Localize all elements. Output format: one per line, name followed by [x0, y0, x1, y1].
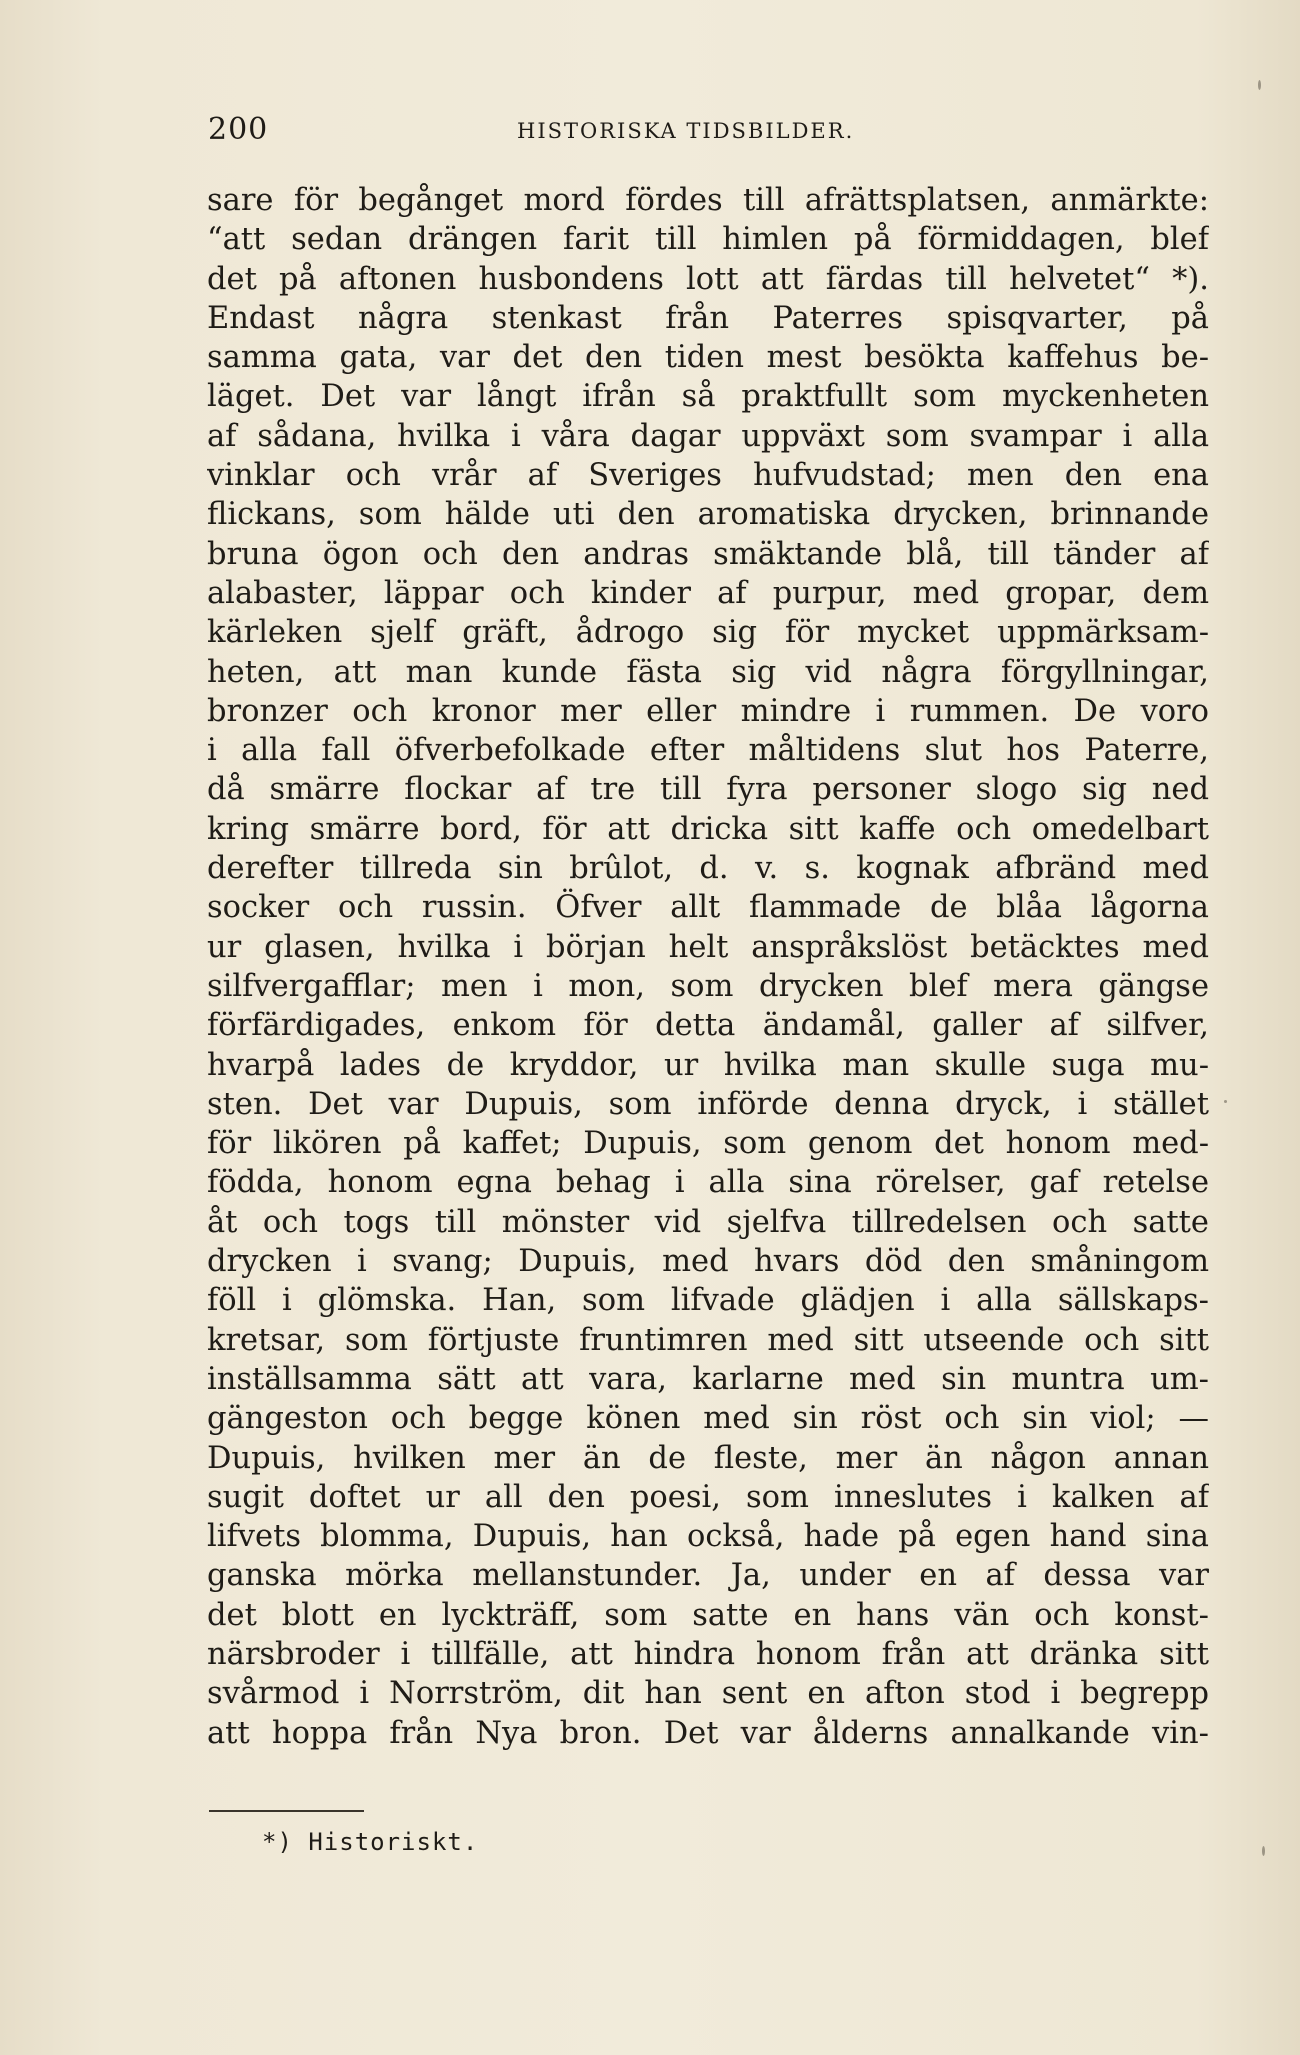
paper-speck: [1258, 80, 1261, 90]
text-line: läget. Det var långt ifrån så praktfullt som myckenheten: [207, 379, 1209, 415]
text-line: socker och russin. Öfver allt flammade de blåa lågorna: [207, 890, 1209, 926]
text-line: “att sedan drängen farit till himlen på förmiddagen, blef: [207, 222, 1209, 258]
text-line: inställsamma sätt att vara, karlarne med sin muntra um-: [207, 1361, 1209, 1397]
text-line: att hoppa från Nya bron. Det var ålderns annalkande vin-: [207, 1715, 1209, 1751]
text-line: svårmod i Norrström, dit han sent en afton stod i begrepp: [207, 1676, 1209, 1712]
text-line: för likören på kaffet; Dupuis, som genom det honom med-: [207, 1126, 1209, 1162]
text-line: samma gata, var det den tiden mest besökta kaffehus be-: [207, 340, 1209, 376]
running-title: HISTORISKA TIDSBILDER.: [517, 119, 855, 143]
text-line: af sådana, hvilka i våra dagar uppväxt som svampar i alla: [207, 418, 1209, 454]
text-line: sare för begånget mord fördes till afrättsplatsen, anmärkte:: [207, 183, 1209, 218]
text-line: förfärdigades, enkom för detta ändamål, galler af silfver,: [207, 1008, 1209, 1044]
text-line: bruna ögon och den andras smäktande blå, till tänder af: [207, 536, 1209, 572]
text-line: det på aftonen husbondens lott att färdas till helvetet“ *).: [207, 261, 1209, 297]
paper-speck: [1224, 1100, 1227, 1103]
text-line: gängeston och begge könen med sin röst och sin viol; —: [207, 1401, 1209, 1437]
text-line: födda, honom egna behag i alla sina rörelser, gaf retelse: [207, 1165, 1209, 1201]
page-number: 200: [208, 112, 269, 147]
text-line: bronzer och kronor mer eller mindre i rummen. De voro: [207, 693, 1209, 729]
body-text: [207, 181, 1209, 1753]
text-line: ur glasen, hvilka i början helt anspråkslöst betäcktes med: [207, 929, 1209, 965]
text-line: sten. Det var Dupuis, som införde denna dryck, i stället: [207, 1086, 1209, 1122]
text-line: flickans, som hälde uti den aromatiska drycken, brinnande: [207, 497, 1209, 533]
text-line: Endast några stenkast från Paterres spisqvarter, på: [207, 300, 1209, 336]
text-line: det blott en lyckträff, som satte en hans vän och konst-: [207, 1597, 1209, 1633]
footnote: *) Historiskt.: [262, 1828, 479, 1856]
text-line: heten, att man kunde fästa sig vid några förgyllningar,: [207, 654, 1209, 690]
text-line: silfvergafflar; men i mon, som drycken blef mera gängse: [207, 968, 1209, 1004]
footnote-rule: [209, 1810, 364, 1812]
text-line: kretsar, som förtjuste fruntimren med sitt utseende och sitt: [207, 1322, 1209, 1358]
text-line: ganska mörka mellanstunder. Ja, under en af dessa var: [207, 1558, 1209, 1594]
running-head: [208, 112, 1208, 152]
text-line: närsbroder i tillfälle, att hindra honom från att dränka sitt: [207, 1636, 1209, 1672]
text-line: då smärre flockar af tre till fyra personer slogo sig ned: [207, 772, 1209, 808]
text-line: åt och togs till mönster vid sjelfva tillredelsen och satte: [207, 1204, 1209, 1240]
text-line: kring smärre bord, för att dricka sitt kaffe och omedelbart: [207, 811, 1209, 847]
text-line: derefter tillreda sin brûlot, d. v. s. kognak afbränd med: [207, 851, 1209, 887]
text-line: föll i glömska. Han, som lifvade glädjen i alla sällskaps-: [207, 1283, 1209, 1319]
text-line: Dupuis, hvilken mer än de fleste, mer än någon annan: [207, 1440, 1209, 1476]
text-line: i alla fall öfverbefolkade efter måltidens slut hos Paterre,: [207, 733, 1209, 769]
text-line: lifvets blomma, Dupuis, han också, hade på egen hand sina: [207, 1519, 1209, 1555]
text-line: alabaster, läppar och kinder af purpur, med gropar, dem: [207, 575, 1209, 611]
text-line: kärleken sjelf gräft, ådrogo sig för mycket uppmärksam-: [207, 615, 1209, 651]
text-line: sugit doftet ur all den poesi, som inneslutes i kalken af: [207, 1479, 1209, 1515]
text-line: vinklar och vrår af Sveriges hufvudstad; men den ena: [207, 458, 1209, 494]
text-line: drycken i svang; Dupuis, med hvars död den småningom: [207, 1244, 1209, 1280]
paper-speck: [1262, 1846, 1265, 1856]
text-line: hvarpå lades de kryddor, ur hvilka man skulle suga mu-: [207, 1047, 1209, 1083]
